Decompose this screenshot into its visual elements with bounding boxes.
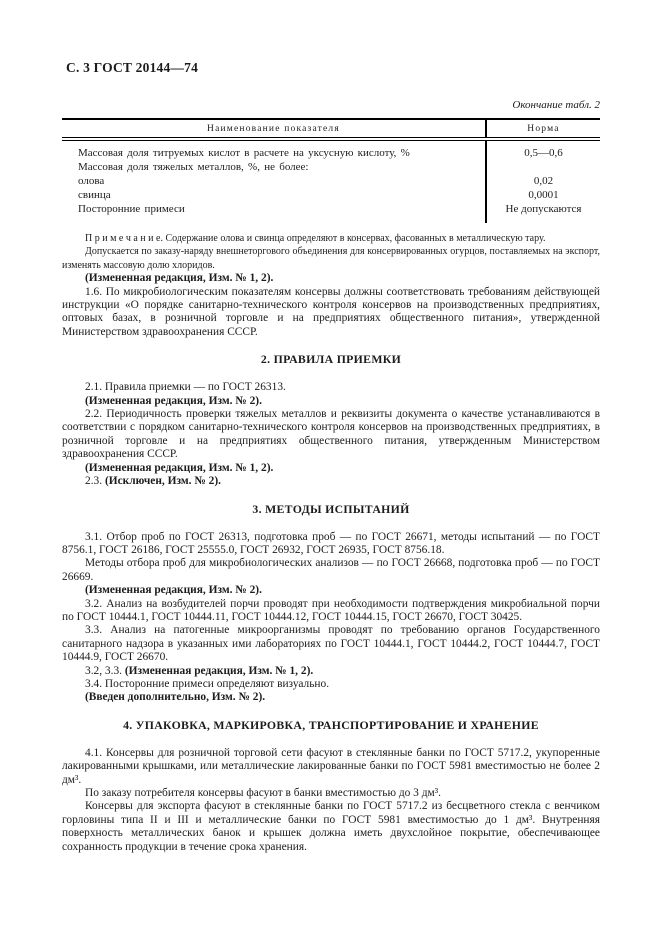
amendment-note: (Измененная редакция, Изм. № 1, 2).: [124, 664, 314, 677]
indicator-norm: Не допускаются: [485, 202, 600, 216]
indicator-norm: 0,02: [485, 174, 600, 188]
indicator-name: Массовая доля титруемых кислот в расчете на уксусную кислоту, %: [78, 147, 410, 159]
table-row: [62, 141, 600, 160]
indicator-name: олова: [78, 175, 105, 187]
table-note-2: Допускается по заказу-наряду внешнеторгового объединения для консервированных огурцов, поставляемых на экспорт, изменять массовую долю хлоридов.: [62, 246, 600, 271]
section-4-title: 4. УПАКОВКА, МАРКИРОВКА, ТРАНСПОРТИРОВАНИЕ И ХРАНЕНИЕ: [123, 717, 539, 732]
clause-3-2: 3.2. Анализ на возбудителей порчи проводят при необходимости подтверждения микробиальной порчи по ГОСТ 10444.1, ГОСТ 10444.11, ГОСТ 10444.12, ГОСТ 10444.15, ГОСТ 26670, ГОСТ 30425.: [62, 597, 600, 623]
clause-1-6: 1.6. По микробиологическим показателям консервы должны соответствовать требованиям действующей инструкции «О порядке санитарно-технического контроля консервов на производственных предприятиях, оптовых базах, в розничной торговле и на предприятиях общественного питания», утвержденной Министерством здравоохранения СССР.: [62, 285, 600, 338]
clause-3-4: 3.4. Посторонние примеси определяют визуально.: [85, 677, 330, 690]
table-note: П р и м е ч а н и е. Содержание олова и свинца определяют в консервах, фасованных в металлическую тару.: [85, 233, 546, 244]
table-caption: Окончание табл. 2: [512, 99, 600, 111]
table-row: [62, 174, 600, 188]
indicator-norm: 0,5—0,6: [485, 141, 600, 160]
table-row: [62, 188, 600, 202]
clause-4-1-continued: По заказу потребителя консервы фасуют в банки вместимостью до 3 дм³.: [85, 787, 441, 799]
amendment-note: (Измененная редакция, Изм. № 1, 2).: [85, 272, 274, 285]
amendment-note: (Измененная редакция, Изм. № 1, 2).: [85, 461, 274, 474]
clause-3-3: 3.3. Анализ на патогенные микроорганизмы проводят по требованию органов Государственного санитарного надзора в указанных ими лабораториях по ГОСТ 10444.1, ГОСТ 10444.2, ГОСТ 10444.7, ГОСТ 10444.9, ГОСТ 26670.: [62, 624, 600, 664]
clause-2-3: [62, 475, 600, 488]
clause-2-3-amendment: (Исключен, Изм. № 2).: [104, 475, 221, 488]
clause-3-1: 3.1. Отбор проб по ГОСТ 26313, подготовка проб — по ГОСТ 26671, методы испытаний — по ГОСТ 8756.1, ГОСТ 26186, ГОСТ 25555.0, ГОСТ 26932, ГОСТ 26935, ГОСТ 8756.18.: [62, 530, 600, 556]
indicator-name: Массовая доля тяжелых металлов, %, не более:: [78, 161, 309, 173]
clause-2-2: 2.2. Периодичность проверки тяжелых металлов и реквизиты документа о качестве устанавливаются в соответствии с порядком санитарно-технического контроля консервов на производственных предприятиях, в розничной торговле и на предприятиях общественного питания, утвержденным Министерством здравоохранения СССР.: [62, 408, 600, 461]
indicator-norm: [485, 160, 600, 174]
clause-4-1-export: Консервы для экспорта фасуют в стеклянные банки по ГОСТ 5717.2 из бесцветного стекла с венчиком горловины типа II и III и металлические банки по ГОСТ 5981 вместимостью до 1 дм³. Внутренняя поверхность металлических банок и крышек должна иметь двухслойное покрытие, обеспечивающее сохранность продукции в течение срока хранения.: [62, 800, 600, 853]
section-3-title: 3. МЕТОДЫ ИСПЫТАНИЙ: [252, 501, 410, 516]
amendment-note: (Измененная редакция, Изм. № 2).: [85, 394, 262, 407]
clause-3-2-3-3-amendment-line: [62, 665, 600, 678]
amendment-note: (Измененная редакция, Изм. № 2).: [85, 584, 262, 597]
amendment-note: (Введен дополнительно, Изм. № 2).: [85, 691, 266, 704]
table-row-spacer: [62, 216, 600, 223]
indicator-name: Посторонние примеси: [78, 203, 185, 215]
clause-3-1-continued: Методы отбора проб для микробиологических анализов — по ГОСТ 26668, подготовка проб — по ГОСТ 26669.: [62, 557, 600, 583]
clause-2-1: 2.1. Правила приемки — по ГОСТ 26313.: [85, 381, 286, 394]
clause-2-3-number: 2.3.: [85, 475, 105, 488]
page-header: С. 3 ГОСТ 20144—74: [66, 60, 199, 75]
clause-4-1: 4.1. Консервы для розничной торговой сети фасуют в стеклянные банки по ГОСТ 5717.2, укупоренные лакированными крышками, или металлические лакированные банки по ГОСТ 5981 вместимостью не более 2 дм³.: [62, 746, 600, 786]
table-row: [62, 160, 600, 174]
table-row: [62, 202, 600, 216]
section-2-title: 2. ПРАВИЛА ПРИЕМКИ: [260, 352, 402, 367]
clause-numbers: 3.2, 3.3.: [85, 664, 125, 677]
table-body: [62, 141, 600, 223]
indicator-norm: 0,0001: [485, 188, 600, 202]
norms-table: [62, 118, 600, 223]
indicator-name: свинца: [78, 189, 111, 201]
table-header-row: [62, 120, 600, 141]
column-header-indicator: Наименование показателя: [207, 124, 340, 134]
column-header-norm: Норма: [485, 120, 600, 137]
